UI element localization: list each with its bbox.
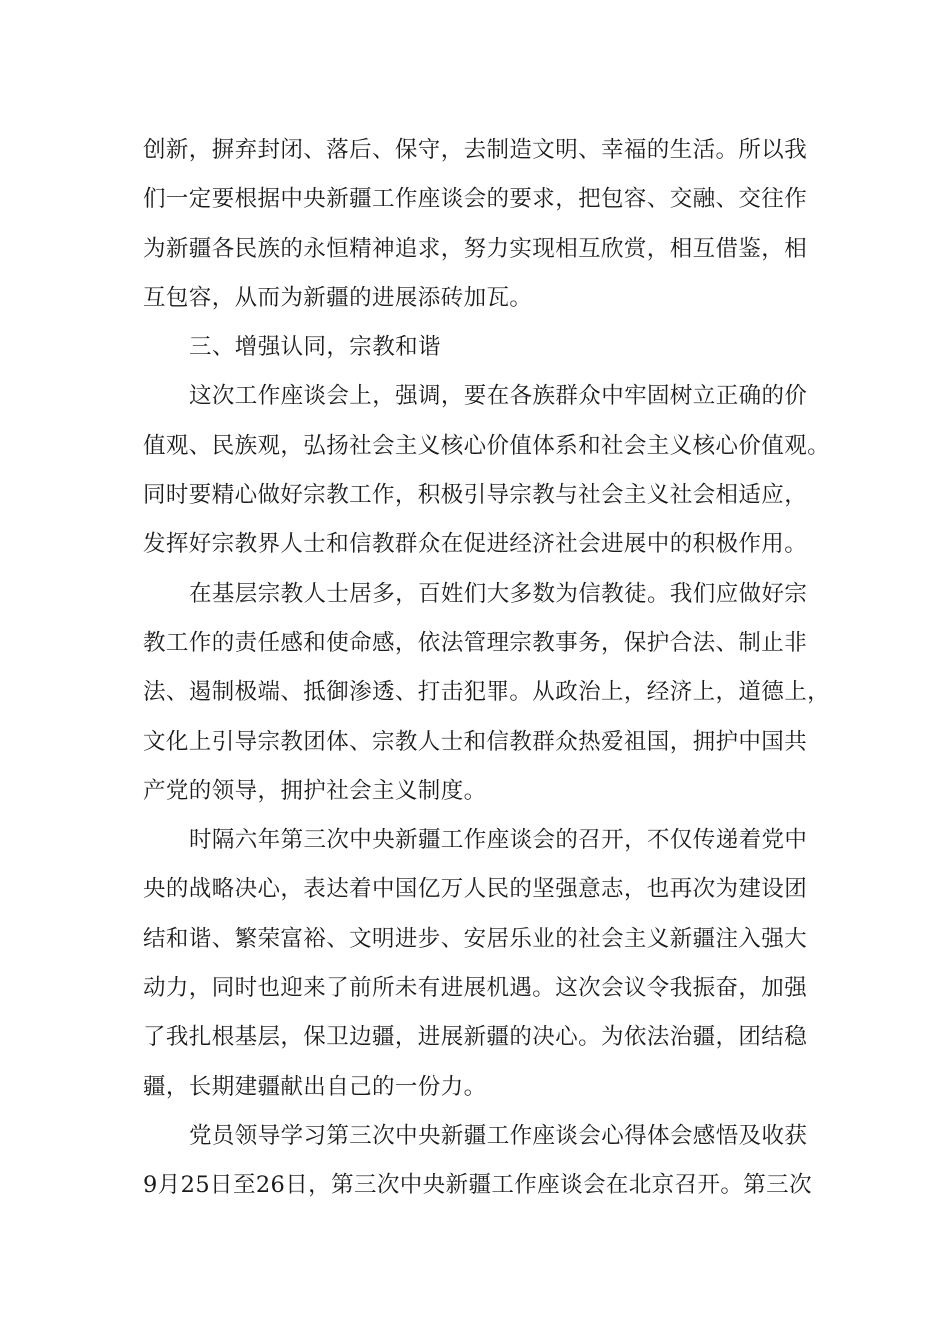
text-line: 产党的领导，拥护社会主义制度。 [143, 777, 487, 804]
text-line: 发挥好宗教界人士和信教群众在促进经济社会进展中的积极作用。 [143, 531, 808, 558]
text-line: 了我扎根基层，保卫边疆，进展新疆的决心。为依法治疆，团结稳 [143, 1024, 808, 1051]
text-line: 动力，同时也迎来了前所未有进展机遇。这次会议令我振奋，加强 [143, 975, 808, 1002]
text-line: 这次工作座谈会上，强调，要在各族群众中牢固树立正确的价 [189, 383, 808, 410]
text-line: 时隔六年第三次中央新疆工作座谈会的召开，不仅传递着党中 [189, 827, 808, 854]
text-line: 在基层宗教人士居多，百姓们大多数为信教徒。我们应做好宗 [189, 580, 808, 607]
text-line: 们一定要根据中央新疆工作座谈会的要求，把包容、交融、交往作 [143, 186, 808, 213]
text-line: 同时要精心做好宗教工作，积极引导宗教与社会主义社会相适应， [143, 482, 808, 509]
section-heading: 三、增强认同，宗教和谐 [189, 334, 441, 361]
text-line: 为新疆各民族的永恒精神追求，努力实现相互欣赏，相互借鉴，相 [143, 235, 808, 262]
text-line: 结和谐、繁荣富裕、文明进步、安居乐业的社会主义新疆注入强大 [143, 925, 808, 952]
text-line: 法、遏制极端、抵御渗透、打击犯罪。从政治上，经济上，道德上， [143, 679, 831, 706]
body-text [143, 126, 831, 1211]
text-line: 互包容，从而为新疆的进展添砖加瓦。 [143, 284, 533, 311]
article-title: 党员领导学习第三次中央新疆工作座谈会心得体会感悟及收获 [189, 1122, 808, 1149]
text-line: 创新，摒弃封闭、落后、保守，去制造文明、幸福的生活。所以我 [143, 137, 808, 163]
text-line: 央的战略决心，表达着中国亿万人民的坚强意志，也再次为建设团 [143, 876, 808, 903]
text-line: 文化上引导宗教团体、宗教人士和信教群众热爱祖国，拥护中国共 [143, 728, 808, 755]
text-line: 疆，长期建疆献出自己的一份力。 [143, 1073, 487, 1100]
text-line: 教工作的责任感和使命感，依法管理宗教事务，保护合法、制止非 [143, 629, 808, 656]
text-line: 值观、民族观，弘扬社会主义核心价值体系和社会主义核心价值观。 [143, 432, 831, 459]
text-line: 9月25日至26日，第三次中央新疆工作座谈会在北京召开。第三次 [143, 1172, 812, 1199]
